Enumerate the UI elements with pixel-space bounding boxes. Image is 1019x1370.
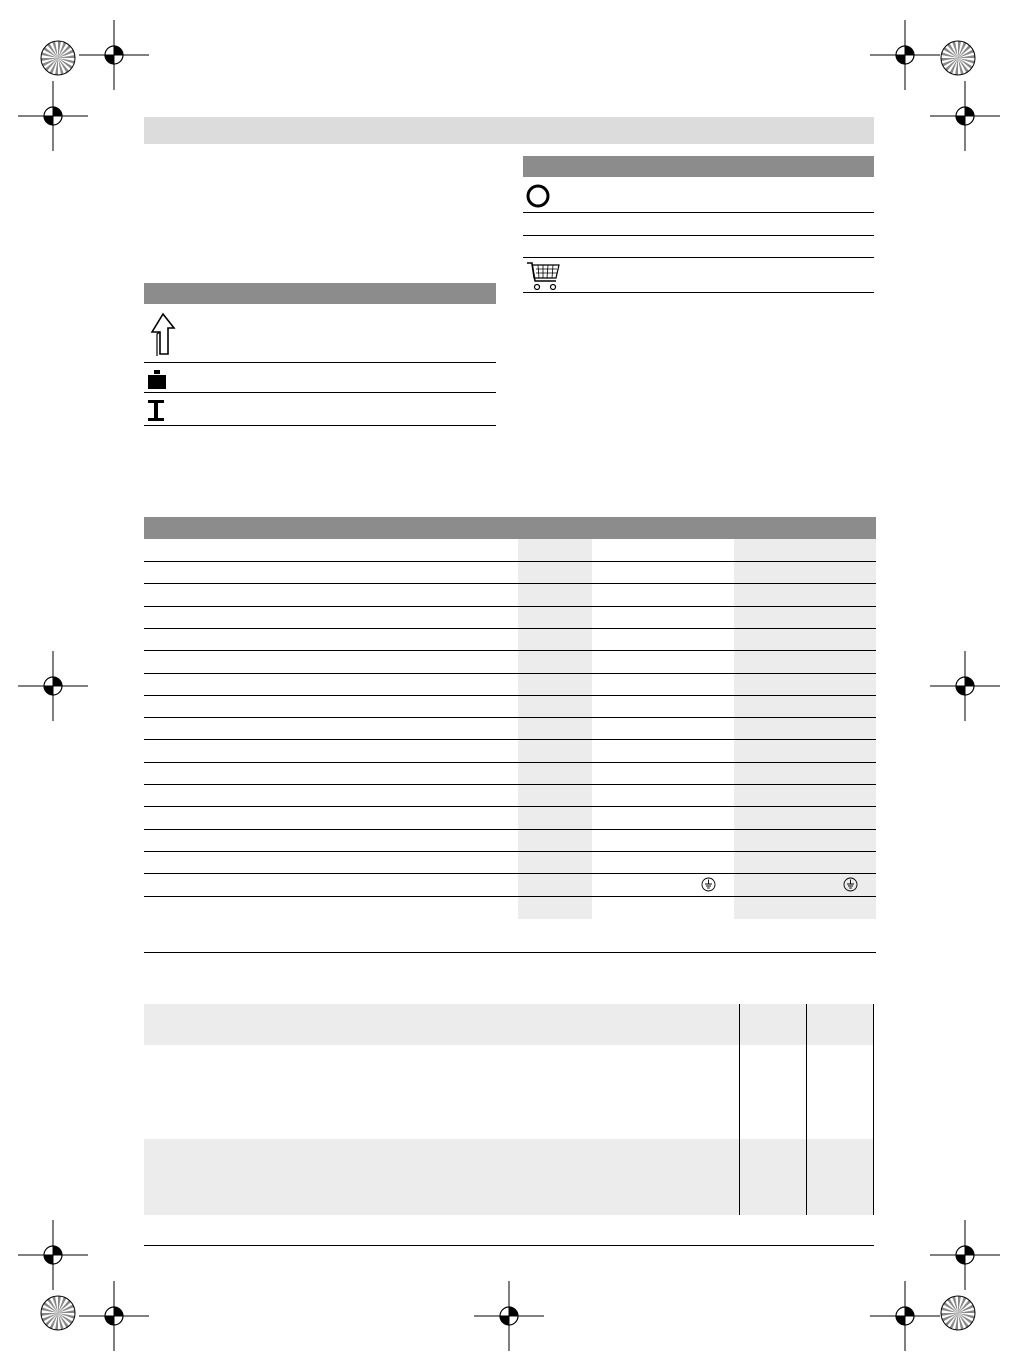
symbols-right-rule-3 <box>523 257 874 258</box>
technical-data-row-rule <box>144 650 876 651</box>
protective-earth-icon <box>843 877 858 892</box>
protective-earth-icon <box>701 877 716 892</box>
technical-data-row-rule <box>144 784 876 785</box>
symbols-table-left-header <box>144 283 496 304</box>
symbols-left-rule-1 <box>144 362 496 363</box>
technical-data-header <box>144 517 876 539</box>
symbols-right-rule-1 <box>523 212 874 213</box>
page-header-band <box>144 117 874 144</box>
technical-data-row-rule <box>144 851 876 852</box>
registration-star-wheel-icon <box>940 40 976 76</box>
registration-crosshair-icon <box>18 651 88 721</box>
technical-data-row-rule <box>144 806 876 807</box>
technical-data-row-rule <box>144 673 876 674</box>
registration-crosshair-icon <box>474 1281 544 1351</box>
registration-crosshair-icon <box>79 20 149 90</box>
footer-rule <box>144 1245 874 1246</box>
weight-icon <box>148 370 166 389</box>
section-divider <box>144 952 876 953</box>
technical-data-row-rule <box>144 739 876 740</box>
registration-star-wheel-icon <box>40 1295 76 1331</box>
registration-crosshair-icon <box>18 81 88 151</box>
symbols-right-rule-2 <box>523 235 874 236</box>
technical-data-row-rule <box>144 873 876 874</box>
registration-crosshair-icon <box>79 1281 149 1351</box>
lower-table-row-1 <box>144 1004 874 1045</box>
registration-crosshair-icon <box>870 1281 940 1351</box>
circle-icon <box>526 184 550 208</box>
cart-icon <box>526 261 560 291</box>
technical-data-row-rule <box>144 762 876 763</box>
arrow-up-icon <box>148 310 178 356</box>
registration-crosshair-icon <box>870 20 940 90</box>
technical-data-row-rule <box>144 561 876 562</box>
symbols-right-rule-4 <box>523 292 874 293</box>
registration-crosshair-icon <box>18 1220 88 1290</box>
technical-data-row-rule <box>144 829 876 830</box>
technical-data-row-rule <box>144 628 876 629</box>
technical-data-row-rule <box>144 717 876 718</box>
technical-data-row-rule <box>144 695 876 696</box>
lower-table-column-rule-1 <box>739 1004 740 1215</box>
technical-data-row-rule <box>144 606 876 607</box>
registration-crosshair-icon <box>930 651 1000 721</box>
lower-table-column-rule-3 <box>873 1004 874 1215</box>
technical-data-shaded-column-1 <box>518 539 592 919</box>
symbols-table-right-header <box>523 156 874 177</box>
registration-crosshair-icon <box>930 81 1000 151</box>
registration-crosshair-icon <box>930 1220 1000 1290</box>
technical-data-shaded-column-2 <box>734 539 876 919</box>
lower-table-row-3 <box>144 1139 874 1215</box>
technical-data-row-rule <box>144 896 876 897</box>
registration-star-wheel-icon <box>940 1295 976 1331</box>
technical-data-row-rule <box>144 583 876 584</box>
lower-table-column-rule-2 <box>806 1004 807 1215</box>
registration-star-wheel-icon <box>40 40 76 76</box>
symbols-left-rule-2 <box>144 392 496 393</box>
symbols-left-rule-3 <box>144 425 496 426</box>
i-beam-icon <box>148 400 164 421</box>
